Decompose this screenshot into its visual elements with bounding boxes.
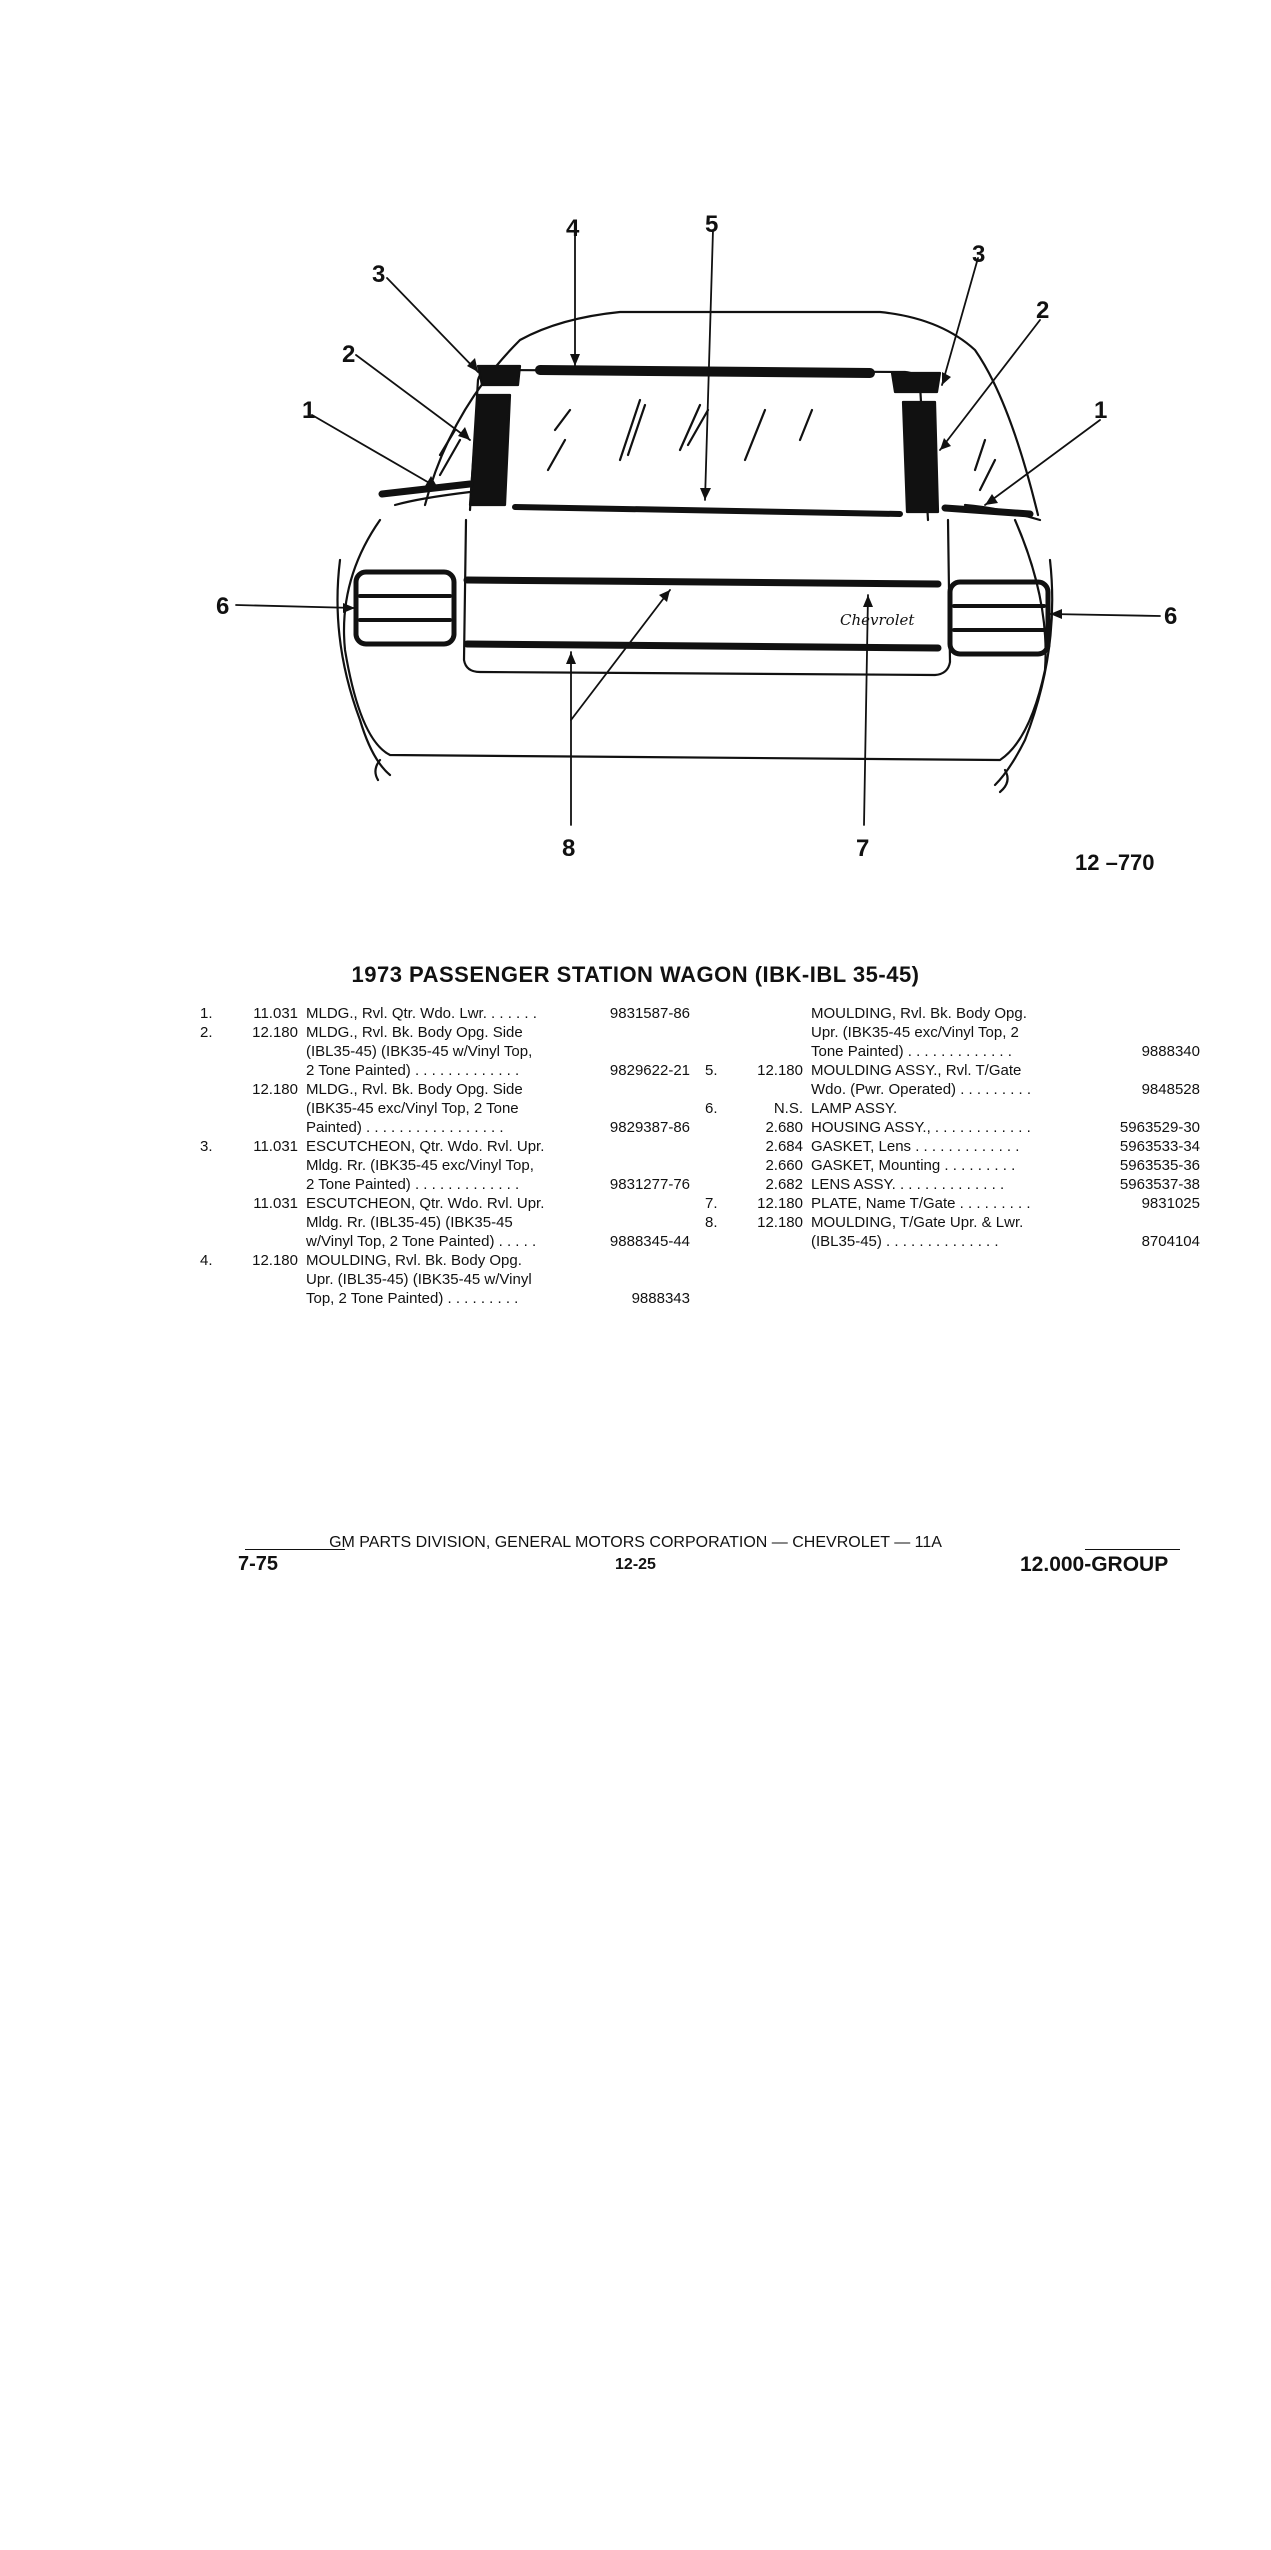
footer-publisher: GM PARTS DIVISION, GENERAL MOTORS CORPORATION — CHEVROLET — 11A bbox=[329, 1534, 942, 1551]
parts-row bbox=[200, 1099, 690, 1118]
callout-1-left: 1 bbox=[302, 397, 316, 424]
part-number: 9888343 bbox=[631, 1290, 690, 1307]
part-description: GASKET, Lens . . . . . . . . . . . . . bbox=[811, 1138, 1020, 1155]
parts-row bbox=[705, 1004, 1200, 1023]
part-description: MOULDING, T/Gate Upr. & Lwr. bbox=[811, 1214, 1024, 1231]
right-tail-lamp bbox=[950, 582, 1048, 654]
part-number: 9831277-76 bbox=[609, 1176, 690, 1193]
callout-1-right: 1 bbox=[1094, 397, 1108, 424]
parts-row bbox=[200, 1270, 690, 1289]
part-description: Tone Painted) . . . . . . . . . . . . . bbox=[811, 1043, 1012, 1060]
part-number: 9829387-86 bbox=[609, 1119, 690, 1136]
parts-row bbox=[200, 1080, 690, 1099]
group-number: 12.180 bbox=[252, 1252, 298, 1269]
parts-row bbox=[200, 1194, 690, 1213]
parts-row bbox=[200, 1213, 690, 1232]
group-number: 2.684 bbox=[765, 1138, 803, 1155]
part-description: 2 Tone Painted) . . . . . . . . . . . . . bbox=[306, 1062, 520, 1079]
group-number: 2.660 bbox=[765, 1157, 803, 1174]
parts-row bbox=[200, 1137, 690, 1156]
part-description: MOULDING, Rvl. Bk. Body Opg. bbox=[306, 1252, 522, 1269]
group-number: 11.031 bbox=[253, 1195, 298, 1212]
callout-5: 5 bbox=[705, 211, 719, 238]
part-number-index: 6. bbox=[705, 1100, 718, 1117]
parts-row bbox=[705, 1080, 1200, 1099]
part-description: ESCUTCHEON, Qtr. Wdo. Rvl. Upr. bbox=[306, 1195, 545, 1212]
part-description: MOULDING, Rvl. Bk. Body Opg. bbox=[811, 1005, 1027, 1022]
parts-row bbox=[200, 1251, 690, 1270]
parts-row bbox=[705, 1042, 1200, 1061]
part-description: LAMP ASSY. bbox=[811, 1100, 898, 1117]
part-description: (IBK35-45 exc/Vinyl Top, 2 Tone bbox=[306, 1100, 519, 1117]
parts-row bbox=[200, 1023, 690, 1042]
callout-6-left: 6 bbox=[216, 593, 230, 620]
part-number: 5963529-30 bbox=[1119, 1119, 1200, 1136]
part-number: 9831587-86 bbox=[609, 1005, 690, 1022]
parts-row bbox=[705, 1232, 1200, 1251]
part-number: 9888345-44 bbox=[609, 1233, 690, 1250]
parts-row bbox=[705, 1137, 1200, 1156]
parts-row bbox=[705, 1213, 1200, 1232]
part-number: 5963537-38 bbox=[1119, 1176, 1200, 1193]
figure-number: 12 –770 bbox=[1075, 850, 1155, 875]
part-number: 9888340 bbox=[1141, 1043, 1200, 1060]
part-description: (IBL35-45) (IBK35-45 w/Vinyl Top, bbox=[306, 1043, 533, 1060]
footer-page-number: 12-25 bbox=[615, 1556, 656, 1573]
part-number: 9829622-21 bbox=[609, 1062, 690, 1079]
part-number-index: 1. bbox=[200, 1005, 213, 1022]
callout-8: 8 bbox=[562, 835, 576, 862]
callout-3-right: 3 bbox=[972, 241, 986, 268]
parts-row bbox=[705, 1156, 1200, 1175]
part-number-index: 7. bbox=[705, 1195, 718, 1212]
parts-list-right bbox=[705, 1004, 1200, 1251]
group-number: N.S. bbox=[773, 1100, 803, 1117]
roof-outline bbox=[425, 312, 1038, 515]
parts-row bbox=[705, 1118, 1200, 1137]
left-tail-lamp bbox=[356, 572, 454, 644]
part-description: LENS ASSY. . . . . . . . . . . . . . bbox=[811, 1176, 1005, 1193]
part-description: Top, 2 Tone Painted) . . . . . . . . . bbox=[306, 1290, 519, 1307]
callout-6-right: 6 bbox=[1164, 603, 1178, 630]
part-description: MOULDING ASSY., Rvl. T/Gate bbox=[811, 1062, 1022, 1079]
part-description: Upr. (IBK35-45 exc/Vinyl Top, 2 bbox=[811, 1024, 1019, 1041]
page-title: 1973 PASSENGER STATION WAGON (IBK-IBL 35-45) bbox=[351, 962, 920, 987]
group-number: 11.031 bbox=[253, 1005, 298, 1022]
parts-row bbox=[200, 1118, 690, 1137]
callout-4: 4 bbox=[566, 215, 580, 242]
parts-row bbox=[200, 1042, 690, 1061]
parts-row bbox=[705, 1099, 1200, 1118]
part-description: 2 Tone Painted) . . . . . . . . . . . . . bbox=[306, 1176, 520, 1193]
group-number: 12.180 bbox=[252, 1081, 298, 1098]
callout-7: 7 bbox=[856, 835, 870, 862]
part-number-index: 4. bbox=[200, 1252, 213, 1269]
station-wagon-rear-diagram bbox=[0, 0, 1271, 900]
callout-3-left: 3 bbox=[372, 261, 386, 288]
group-number: 12.180 bbox=[757, 1062, 803, 1079]
part-description: MLDG., Rvl. Bk. Body Opg. Side bbox=[306, 1081, 523, 1098]
part-number-index: 5. bbox=[705, 1062, 718, 1079]
parts-row bbox=[705, 1023, 1200, 1042]
part-description: (IBL35-45) . . . . . . . . . . . . . . bbox=[811, 1233, 999, 1250]
parts-row bbox=[705, 1194, 1200, 1213]
part-description: Upr. (IBL35-45) (IBK35-45 w/Vinyl bbox=[306, 1271, 532, 1288]
parts-row bbox=[200, 1232, 690, 1251]
part-number-index: 2. bbox=[200, 1024, 213, 1041]
part-description: ESCUTCHEON, Qtr. Wdo. Rvl. Upr. bbox=[306, 1138, 545, 1155]
parts-row bbox=[200, 1175, 690, 1194]
group-number: 2.680 bbox=[765, 1119, 803, 1136]
part-description: Mldg. Rr. (IBL35-45) (IBK35-45 bbox=[306, 1214, 513, 1231]
callout-2-left: 2 bbox=[342, 341, 356, 368]
group-number: 12.180 bbox=[757, 1214, 803, 1231]
callout-2-right: 2 bbox=[1036, 297, 1050, 324]
group-number: 2.682 bbox=[765, 1176, 803, 1193]
part-description: PLATE, Name T/Gate . . . . . . . . . bbox=[811, 1195, 1031, 1212]
part-number: 8704104 bbox=[1141, 1233, 1200, 1250]
tailgate-window bbox=[470, 370, 928, 520]
chevrolet-emblem-text: Chevrolet bbox=[840, 611, 915, 629]
group-number: 12.180 bbox=[757, 1195, 803, 1212]
part-number-index: 3. bbox=[200, 1138, 213, 1155]
parts-row bbox=[705, 1175, 1200, 1194]
footer-date: 7-75 bbox=[238, 1553, 279, 1575]
group-number: 11.031 bbox=[253, 1138, 298, 1155]
part-description: GASKET, Mounting . . . . . . . . . bbox=[811, 1157, 1016, 1174]
part-description: Painted) . . . . . . . . . . . . . . . . . bbox=[306, 1119, 504, 1136]
part-description: HOUSING ASSY., . . . . . . . . . . . . bbox=[811, 1119, 1031, 1136]
part-description: MLDG., Rvl. Bk. Body Opg. Side bbox=[306, 1024, 523, 1041]
parts-row bbox=[705, 1061, 1200, 1080]
part-description: Mldg. Rr. (IBK35-45 exc/Vinyl Top, bbox=[306, 1157, 534, 1174]
parts-row bbox=[200, 1004, 690, 1023]
part-description: w/Vinyl Top, 2 Tone Painted) . . . . . bbox=[306, 1233, 537, 1250]
parts-row bbox=[200, 1289, 690, 1308]
footer-group: 12.000-GROUP bbox=[1020, 1553, 1169, 1576]
part-description: Wdo. (Pwr. Operated) . . . . . . . . . bbox=[811, 1081, 1032, 1098]
part-number: 9848528 bbox=[1141, 1081, 1200, 1098]
tailgate bbox=[464, 520, 950, 675]
group-number: 12.180 bbox=[252, 1024, 298, 1041]
parts-row bbox=[200, 1061, 690, 1080]
part-number: 5963533-34 bbox=[1119, 1138, 1200, 1155]
part-number-index: 8. bbox=[705, 1214, 718, 1231]
parts-list-left bbox=[200, 1004, 690, 1308]
part-number: 5963535-36 bbox=[1119, 1157, 1200, 1174]
parts-row bbox=[200, 1156, 690, 1175]
part-number: 9831025 bbox=[1141, 1195, 1200, 1212]
part-description: MLDG., Rvl. Qtr. Wdo. Lwr. . . . . . . bbox=[306, 1005, 537, 1022]
